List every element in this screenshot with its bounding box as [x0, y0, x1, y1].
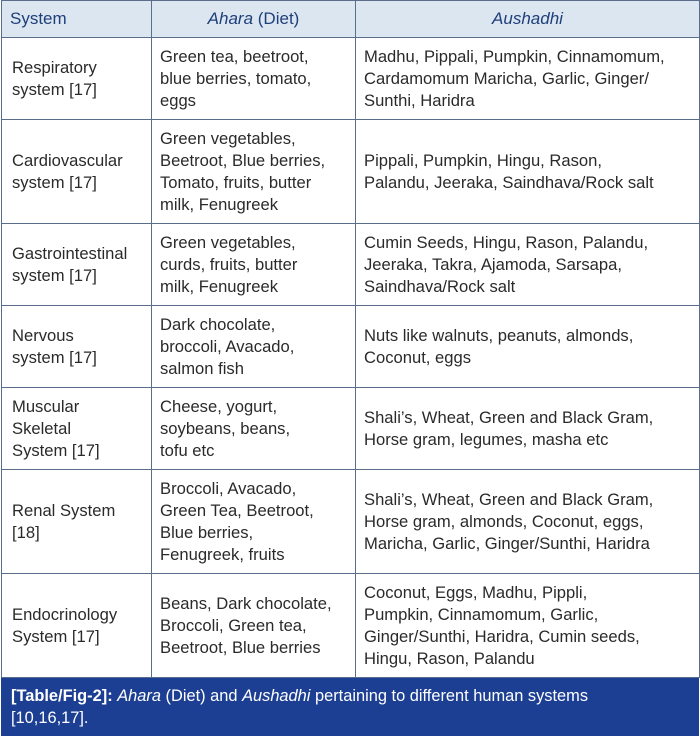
- header-ahara: [152, 1, 356, 38]
- cell-line: Cheese, yogurt,: [160, 396, 278, 416]
- table-row: [2, 224, 700, 306]
- cell-line: Ginger/Sunthi, Haridra, Cumin seeds,: [364, 626, 640, 646]
- cell-line: Gastrointestinal: [12, 243, 128, 263]
- cell-line: Green vegetables,: [160, 128, 296, 148]
- cell-line: Maricha, Garlic, Ginger/Sunthi, Haridra: [364, 533, 650, 553]
- systems-table: [1, 0, 700, 678]
- ahara-cell: [152, 38, 356, 120]
- ahara-cell: [152, 120, 356, 224]
- caption-aushadhi: Aushadhi: [242, 687, 311, 705]
- cell-line: Beetroot, Blue berries,: [160, 150, 326, 170]
- cell-line: System [17]: [12, 626, 100, 646]
- header-system: System: [2, 1, 152, 38]
- cell-line: Shali’s, Wheat, Green and Black Gram,: [364, 407, 654, 427]
- caption-mid: (Diet) and: [161, 687, 243, 705]
- cell-line: Broccoli, Avacado,: [160, 478, 297, 498]
- cell-line: Palandu, Jeeraka, Saindhava/Rock salt: [364, 172, 654, 192]
- caption-label: [Table/Fig-2]:: [11, 687, 113, 705]
- table-row: [2, 574, 700, 678]
- cell-line: Beetroot, Blue berries: [160, 637, 321, 657]
- cell-line: Tomato, fruits, butter: [160, 172, 312, 192]
- cell-line: Saindhava/Rock salt: [364, 276, 516, 296]
- header-ahara-rest: (Diet): [253, 9, 300, 28]
- cell-line: Renal System: [12, 500, 116, 520]
- cell-line: salmon fish: [160, 358, 244, 378]
- aushadhi-cell: [356, 388, 700, 470]
- cell-line: Fenugreek, fruits: [160, 544, 285, 564]
- cell-line: Pippali, Pumpkin, Hingu, Rason,: [364, 150, 602, 170]
- aushadhi-cell: [356, 574, 700, 678]
- caption-rest: pertaining to different human systems: [310, 687, 589, 705]
- aushadhi-cell: [356, 38, 700, 120]
- cell-line: Green Tea, Beetroot,: [160, 500, 314, 520]
- cell-line: Skeletal: [12, 418, 72, 438]
- ahara-cell: [152, 470, 356, 574]
- cell-line: Broccoli, Green tea,: [160, 615, 307, 635]
- cell-line: Nervous: [12, 325, 74, 345]
- cell-line: Green vegetables,: [160, 232, 296, 252]
- cell-line: Horse gram, almonds, Coconut, eggs,: [364, 511, 644, 531]
- system-cell: [2, 470, 152, 574]
- cell-line: Cardiovascular: [12, 150, 123, 170]
- cell-line: system [17]: [12, 265, 97, 285]
- aushadhi-cell: [356, 306, 700, 388]
- table-figure: [1, 0, 699, 736]
- table-row: [2, 470, 700, 574]
- cell-line: Coconut, Eggs, Madhu, Pippli,: [364, 582, 588, 602]
- ahara-cell: [152, 306, 356, 388]
- cell-line: system [17]: [12, 347, 97, 367]
- system-cell: [2, 38, 152, 120]
- cell-line: System [17]: [12, 440, 100, 460]
- cell-line: eggs: [160, 90, 196, 110]
- cell-line: Hingu, Rason, Palandu: [364, 648, 535, 668]
- table-row: [2, 120, 700, 224]
- system-cell: [2, 306, 152, 388]
- cell-line: tofu etc: [160, 440, 215, 460]
- cell-line: [18]: [12, 522, 40, 542]
- cell-line: Cumin Seeds, Hingu, Rason, Palandu,: [364, 232, 649, 252]
- cell-line: Muscular: [12, 396, 80, 416]
- cell-line: Dark chocolate,: [160, 314, 276, 334]
- system-cell: [2, 574, 152, 678]
- cell-line: Cardamomum Maricha, Garlic, Ginger/: [364, 68, 649, 88]
- table-row: [2, 38, 700, 120]
- cell-line: Jeeraka, Takra, Ajamoda, Sarsapa,: [364, 254, 622, 274]
- cell-line: Beans, Dark chocolate,: [160, 593, 332, 613]
- ahara-cell: [152, 224, 356, 306]
- cell-line: Nuts like walnuts, peanuts, almonds,: [364, 325, 634, 345]
- cell-line: soybeans, beans,: [160, 418, 291, 438]
- system-cell: [2, 224, 152, 306]
- cell-line: Coconut, eggs: [364, 347, 472, 367]
- table-row: [2, 306, 700, 388]
- figure-caption: [1, 678, 699, 736]
- header-ahara-italic: Ahara: [207, 9, 254, 28]
- header-aushadhi: [356, 1, 700, 38]
- table-row: [2, 388, 700, 470]
- ahara-cell: [152, 574, 356, 678]
- cell-line: Pumpkin, Cinnamomum, Garlic,: [364, 604, 599, 624]
- cell-line: blue berries, tomato,: [160, 68, 312, 88]
- caption-line2: [10,16,17].: [11, 709, 89, 727]
- cell-line: system [17]: [12, 79, 97, 99]
- cell-line: Madhu, Pippali, Pumpkin, Cinnamomum,: [364, 46, 665, 66]
- cell-line: Blue berries,: [160, 522, 254, 542]
- cell-line: broccoli, Avacado,: [160, 336, 295, 356]
- cell-line: Shali’s, Wheat, Green and Black Gram,: [364, 489, 654, 509]
- aushadhi-cell: [356, 120, 700, 224]
- cell-line: Respiratory: [12, 57, 97, 77]
- header-aushadhi-italic: Aushadhi: [492, 9, 563, 28]
- cell-line: Horse gram, legumes, masha etc: [364, 429, 609, 449]
- system-cell: [2, 120, 152, 224]
- cell-line: Endocrinology: [12, 604, 118, 624]
- ahara-cell: [152, 388, 356, 470]
- system-cell: [2, 388, 152, 470]
- cell-line: Green tea, beetroot,: [160, 46, 309, 66]
- cell-line: system [17]: [12, 172, 97, 192]
- aushadhi-cell: [356, 224, 700, 306]
- cell-line: curds, fruits, butter: [160, 254, 298, 274]
- aushadhi-cell: [356, 470, 700, 574]
- cell-line: milk, Fenugreek: [160, 194, 279, 214]
- cell-line: milk, Fenugreek: [160, 276, 279, 296]
- cell-line: Sunthi, Haridra: [364, 90, 475, 110]
- header-row: [2, 1, 700, 38]
- caption-ahara: Ahara: [117, 687, 161, 705]
